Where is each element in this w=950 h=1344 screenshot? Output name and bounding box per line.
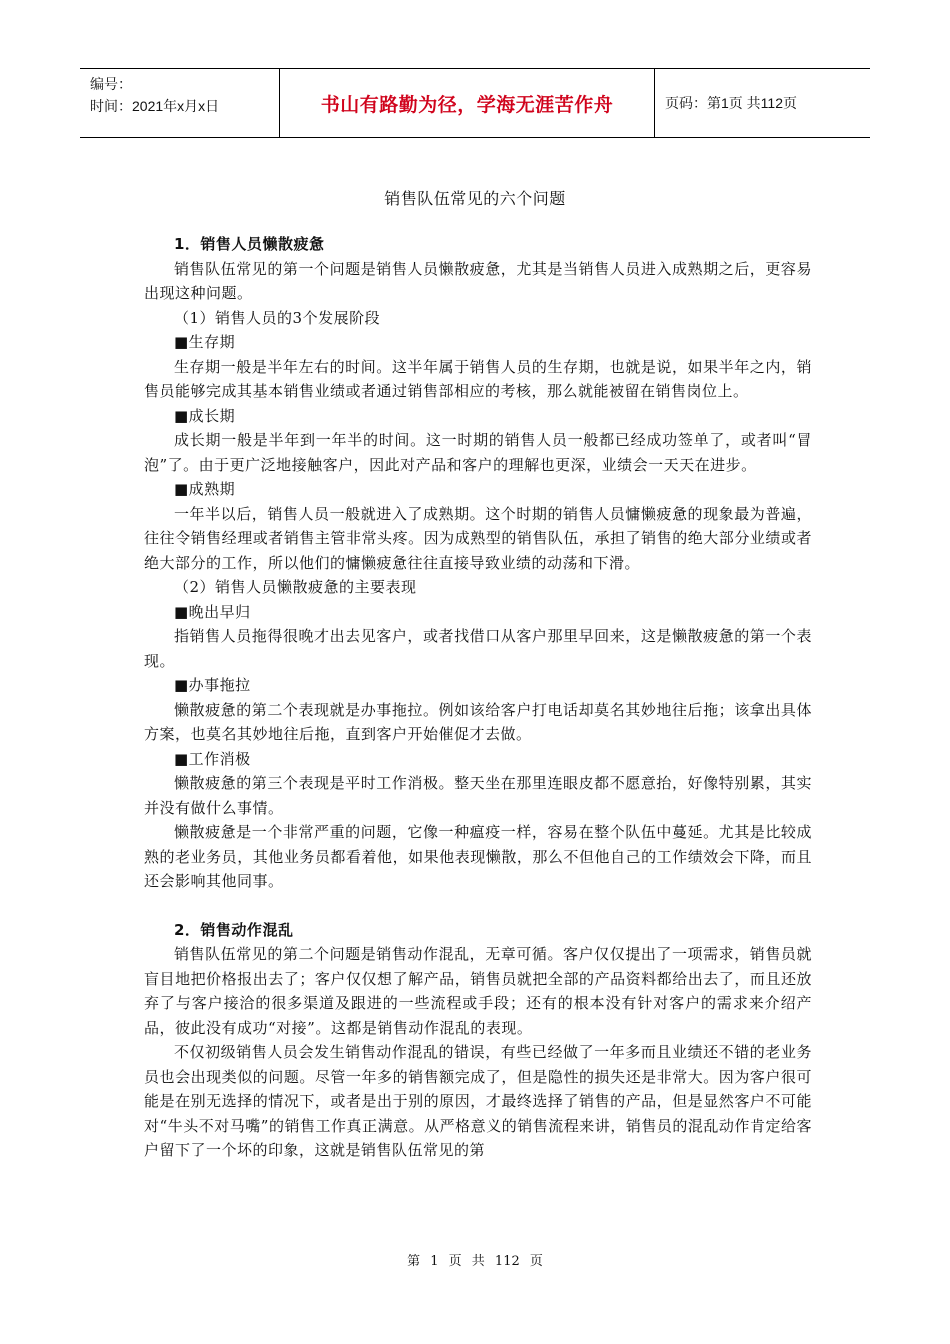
document-date-label: 时间：2021年x月x日 (90, 98, 220, 114)
body-paragraph: ■成长期 (174, 406, 236, 425)
body-paragraph: ■晚出早归 (174, 602, 251, 621)
header-table (80, 68, 870, 138)
body-paragraph: 成长期一般是半年到一年半的时间。这一时期的销售人员一般都已经成功签单了，或者叫“冒泡”了。由于更广泛地接触客户，因此对产品和客户的理解也更深，业绩会一天天在进步。 (144, 431, 812, 474)
header-meta (80, 69, 280, 137)
body-paragraph: ■生存期 (174, 333, 236, 351)
body-paragraph: 销售队伍常见的第二个问题是销售动作混乱，无章可循。客户仅仅提出了一项需求，销售员就盲目地把价格报出去了；客户仅仅想了解产品，销售员就把全部的产品资料都给出去了，而且还放弃了与客户接洽的很多渠道及跟进的一些流程或手段；还有的根本没有针对客户的需求来介绍产品，彼此没有成功“对接”。这都是销售动作混乱的表现。 (144, 945, 812, 1037)
body-paragraph: （1）销售人员的3个发展阶段 (174, 308, 381, 327)
body-paragraph: （2）销售人员懒散疲惫的主要表现 (174, 578, 417, 596)
body-paragraph: ■工作消极 (174, 749, 251, 768)
body-paragraph: 生存期一般是半年左右的时间。这半年属于销售人员的生存期，也就是说，如果半年之内，销售员能够完成其基本销售业绩或者通过销售部相应的考核，那么就能被留在销售岗位上。 (144, 357, 812, 400)
body-paragraph: 懒散疲惫的第二个表现就是办事拖拉。例如该给客户打电话却莫名其妙地往后拖；该拿出具体方案，也莫名其妙地往后拖，直到客户开始催促才去做。 (144, 700, 812, 743)
document-number-label: 编号： (90, 76, 132, 92)
body-paragraph: 懒散疲惫是一个非常严重的问题，它像一种瘟疫一样，容易在整个队伍中蔓延。尤其是比较成熟的老业务员，其他业务员都看着他，如果他表现懒散，那么不但他自己的工作绩效会下降，而且还会影响其他同事。 (144, 823, 812, 890)
header-motto: 书山有路勤为径，学海无涯苦作舟 (280, 69, 655, 137)
header-page-info: 页码：第1页 共112页 (665, 95, 797, 111)
body-paragraph: ■办事拖拉 (174, 676, 251, 694)
body-paragraph: 销售队伍常见的第一个问题是销售人员懒散疲惫，尤其是当销售人员进入成熟期之后，更容易出现这种问题。 (144, 259, 812, 302)
section-heading: 1．销售人员懒散疲惫 (174, 235, 325, 253)
body-paragraph: ■成熟期 (174, 480, 236, 498)
body-paragraph: 一年半以后，销售人员一般就进入了成熟期。这个时期的销售人员慵懒疲惫的现象最为普遍，往往令销售经理或者销售主管非常头疼。因为成熟型的销售队伍，承担了销售的绝大部分业绩或者绝大部分的工作，所以他们的慵懒疲惫往往直接导致业绩的动荡和下滑。 (144, 504, 812, 572)
body-paragraph: 不仅初级销售人员会发生销售动作混乱的错误，有些已经做了一年多而且业绩还不错的老业务员也会出现类似的问题。尽管一年多的销售额完成了，但是隐性的损失还是非常大。因为客户很可能是在别无选择的情况下，或者是出于别的原因，才最终选择了销售的产品，但是显然客户不可能对“牛头不对马嘴”的销售工作真正满意。从严格意义的销售流程来讲，销售员的混乱动作肯定给客户留下了一个坏的印象，这就是销售队伍常见的第 (144, 1043, 812, 1159)
section-heading: 2．销售动作混乱 (174, 920, 294, 939)
body-paragraph: 指销售人员拖得很晚才出去见客户，或者找借口从客户那里早回来，这是懒散疲惫的第一个表现。 (144, 627, 812, 670)
body-paragraph: 懒散疲惫的第三个表现是平时工作消极。整天坐在那里连眼皮都不愿意抬，好像特别累，其实并没有做什么事情。 (144, 774, 812, 817)
page-footer: 第 1 页 共 112 页 (407, 1254, 543, 1269)
document-body (144, 232, 812, 1163)
section-gap (144, 894, 812, 918)
document-title: 销售队伍常见的六个问题 (384, 189, 566, 208)
